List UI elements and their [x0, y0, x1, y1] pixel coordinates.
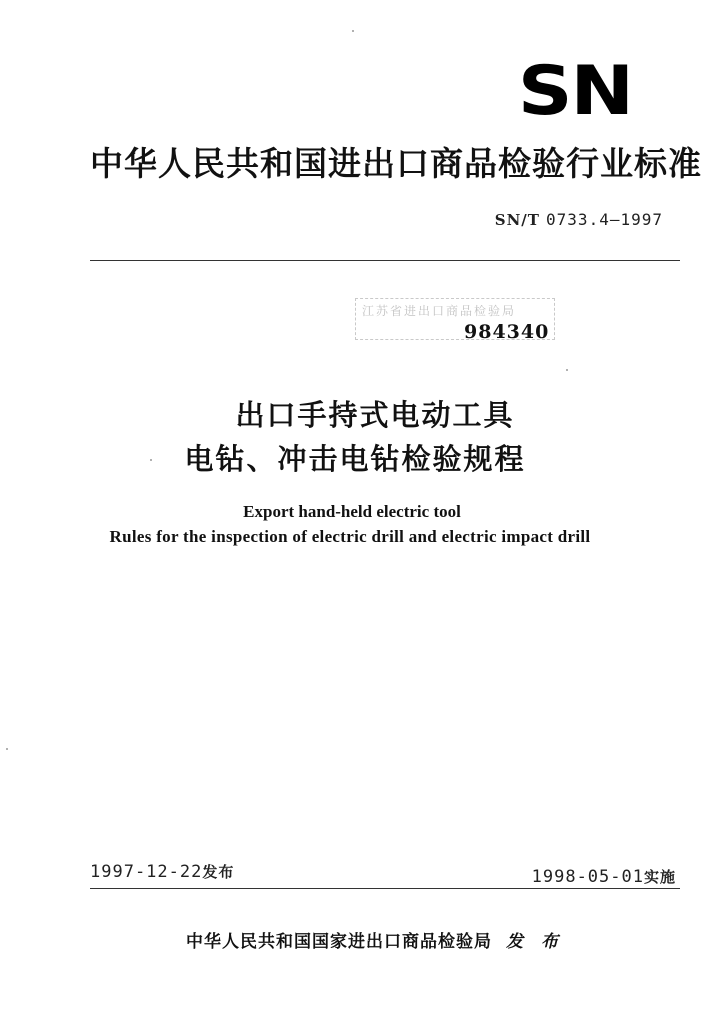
document-title-cn-line2: 电钻、冲击电钻检验规程 [184, 442, 526, 476]
standard-category-title: 中华人民共和国进出口商品检验行业标准 [90, 144, 702, 183]
document-title-en-line1: Export hand-held electric tool [243, 502, 461, 521]
footer-divider [90, 888, 680, 889]
standard-code-number: 0733.4—1997 [546, 210, 663, 229]
implementation-date-label: 实施 [643, 868, 676, 886]
issue-date [90, 861, 234, 882]
document-title-en-line2: Rules for the inspection of electric drill and electric impact drill [109, 527, 591, 546]
header-divider [90, 260, 680, 261]
issue-date-value: 1997-12-22 [90, 862, 203, 882]
archive-stamp-faded-text: 江苏省进出口商品检验局 [362, 304, 517, 318]
scan-speck [352, 30, 354, 32]
document-title-cn-line1: 出口手持式电动工具 [235, 398, 515, 432]
sn-logo: SN [517, 52, 632, 131]
issuing-action: 发 布 [506, 932, 564, 952]
scan-speck [6, 748, 8, 750]
scan-speck [566, 369, 568, 371]
archive-stamp-number: 984340 [464, 321, 550, 343]
scan-speck [150, 459, 152, 461]
implementation-date [532, 866, 676, 887]
standard-code-prefix: SN/T [494, 211, 540, 229]
issue-date-label: 发布 [202, 863, 235, 881]
issuing-authority-name: 中华人民共和国国家进出口商品检验局 [186, 932, 493, 952]
standard-code [495, 210, 663, 229]
issuing-authority [0, 927, 720, 952]
implementation-date-value: 1998-05-01 [531, 867, 644, 887]
